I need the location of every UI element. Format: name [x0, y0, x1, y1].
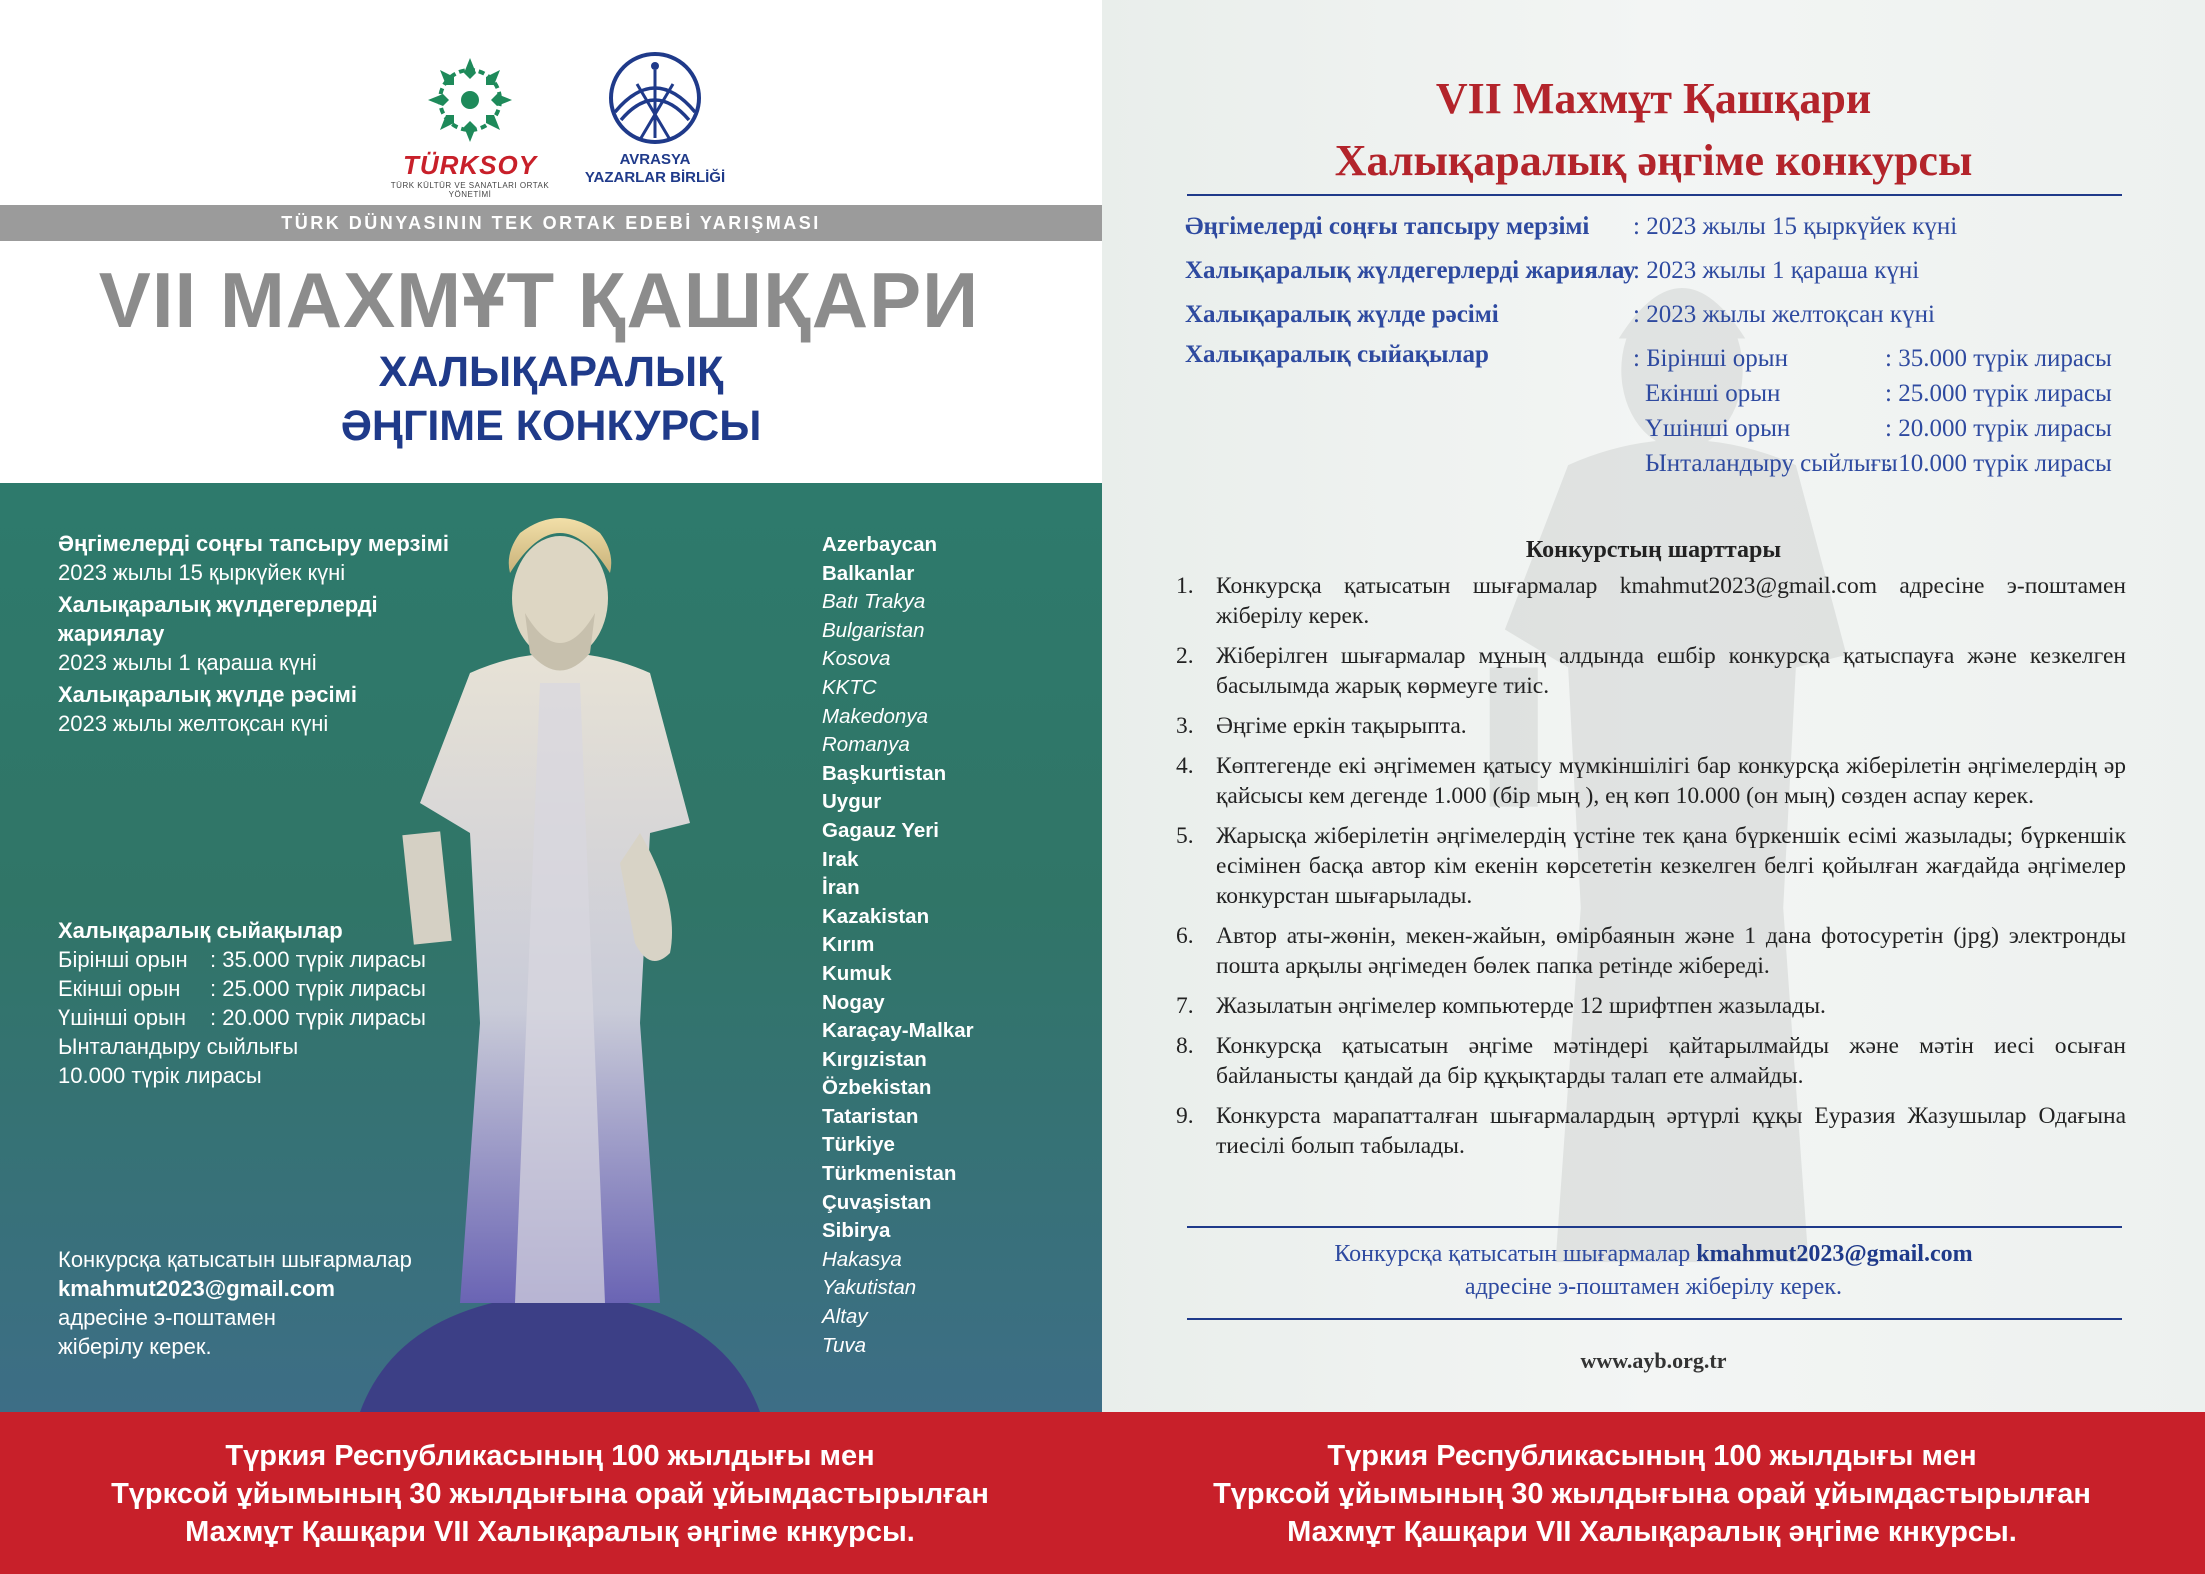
info-value: 2023 жылы 15 қыркүйек күні [58, 560, 346, 585]
condition-text: Әңгіме еркін тақырыпта. [1216, 713, 1467, 739]
turksoy-subtitle: TÜRK KÜLTÜR VE SANATLARI ORTAK YÖNETİMİ [390, 181, 550, 199]
country-item: Türkiye [822, 1133, 895, 1157]
country-item: KKTC [822, 675, 877, 699]
footer-text-left [0, 1437, 1100, 1551]
country-item: Gagauz Yeri [822, 818, 939, 842]
email-note-line4: жіберілу керек. [58, 1334, 212, 1359]
footer-line3: Махмұт Қашқари VII Халықаралық әңгіме кнкурсы. [185, 1516, 915, 1548]
info-label: Халықаралық жүлде рәсімі [58, 682, 358, 707]
prize-amount: : 35.000 түрік лирасы [1885, 345, 2112, 372]
country-item: Uygur [822, 790, 882, 814]
country-item: Kosova [822, 647, 891, 671]
country-item: Kazakistan [822, 904, 930, 928]
footer-text-right [1102, 1437, 2202, 1551]
country-item: Makedonya [822, 704, 928, 728]
prize-row [58, 945, 478, 974]
info-value: 2023 жылы 1 қараша күні [58, 650, 317, 675]
footer-line3: Махмұт Қашқари VII Халықаралық әңгіме кнкурсы. [1287, 1516, 2017, 1548]
details-table [1185, 209, 2125, 499]
detail-label: Халықаралық жүлде рәсімі [1185, 301, 1499, 328]
prize-place: Екінші орын [58, 976, 181, 1001]
detail-label: Әңгімелерді соңғы тапсыру мерзімі [1185, 213, 1590, 240]
divider-middle [1187, 1226, 2122, 1228]
condition-item [1176, 1031, 2126, 1091]
right-panel [1102, 0, 2205, 1412]
footer-band [0, 1412, 2205, 1574]
divider-bottom [1187, 1318, 2122, 1320]
condition-text: Конкурсқа қатысатын шығармалар kmahmut2023@gmail.com адресіне э-поштамен жіберілу керек. [1216, 573, 2126, 629]
conditions-list [1176, 571, 2126, 1171]
left-prizes [58, 916, 478, 1090]
condition-item [1176, 921, 2126, 981]
prize-amount: : 35.000 түрік лирасы [210, 947, 426, 972]
condition-number: 8. [1176, 1033, 1194, 1059]
encouragement-label: Ынталандыру сыйлығы [58, 1034, 299, 1059]
footer-line1: Түркия Республикасының 100 жылдығы мен [225, 1440, 875, 1472]
turksoy-logo [370, 55, 570, 199]
country-item: İran [822, 876, 860, 900]
condition-item [1176, 1101, 2126, 1161]
prize-row [58, 974, 478, 1003]
country-item: Altay [822, 1305, 868, 1329]
right-email-note [1102, 1238, 2205, 1304]
footer-line2: Түрксой ұйымының 30 жылдығына орай ұйымдастырылған [111, 1478, 989, 1510]
country-item: Tuva [822, 1333, 867, 1357]
country-item: Kırım [822, 933, 875, 957]
prize-place: Үшінші орын [58, 1005, 187, 1030]
condition-text: Автор аты-жөнін, мекен-жайын, өмірбаянын және 1 дана фотосуретін (jpg) электронды пошта арқылы әңгімеден бөлек папка ретінде жібереді. [1216, 923, 2126, 979]
condition-number: 4. [1176, 753, 1194, 779]
country-item: Irak [822, 847, 859, 871]
country-item: Yakutistan [822, 1276, 917, 1300]
info-deadline [58, 529, 478, 587]
website-link[interactable]: www.ayb.org.tr [1580, 1348, 1727, 1373]
condition-number: 2. [1176, 643, 1194, 669]
condition-number: 1. [1176, 573, 1194, 599]
turksoy-name: TÜRKSOY [402, 150, 538, 180]
left-email-note [58, 1245, 478, 1361]
detail-label: Халықаралық сыйақылар [1185, 341, 1489, 368]
divider-top [1187, 194, 2122, 196]
ayb-name-line2: YAZARLAR BİRLİĞİ [584, 169, 726, 186]
condition-number: 9. [1176, 1103, 1194, 1129]
left-title-line1: VII МАХМҰТ ҚАШҚАРИ [98, 256, 980, 344]
condition-number: 7. [1176, 993, 1194, 1019]
subtitle-band: TÜRK DÜNYASININ TEK ORTAK EDEBİ YARIŞMASI [0, 205, 1102, 241]
detail-value: : Бірінші орын [1633, 345, 1788, 372]
prize-amount: : 10.000 түрік лирасы [1885, 450, 2112, 477]
prize-row [58, 1003, 478, 1032]
email-link[interactable]: kmahmut2023@gmail.com [1696, 1241, 1973, 1267]
prize-amount: : 20.000 түрік лирасы [210, 1005, 426, 1030]
condition-text: Конкурсқа қатысатын әңгіме мәтіндері қайтарылмайды және мәтін иесі осыған байланысты қандай да бір құқықтарды талап ете алмайды. [1216, 1033, 2126, 1089]
condition-number: 6. [1176, 923, 1194, 949]
prize-place: Үшінші орын [1645, 415, 1791, 442]
prize-amount: : 25.000 түрік лирасы [210, 976, 426, 1001]
country-item: Kırgızistan [822, 1047, 927, 1071]
condition-text: Жазылатын әңгімелер компьютерде 12 шрифтпен жазылады. [1216, 993, 1826, 1019]
country-item: Türkmenistan [822, 1162, 957, 1186]
left-title [0, 258, 1102, 450]
email-note-pre: Конкурсқа қатысатын шығармалар [1334, 1241, 1697, 1267]
prizes-title: Халықаралық сыйақылар [58, 918, 343, 943]
condition-text: Көптегенде екі әңгімемен қатысу мүмкіншілігі бар конкурсқа жіберілетін әңгімелердің әр қайсысы кем дегенде 1.000 (бір мың ), ең көп 10.000 (он мың) сөзден аспау керек. [1216, 753, 2126, 809]
right-title-line2: Халықаралық әңгіме конкурсы [1334, 136, 1973, 185]
country-item: Tataristan [822, 1104, 919, 1128]
prize-amount: : 20.000 түрік лирасы [1885, 415, 2112, 442]
turksoy-emblem-icon [420, 55, 520, 145]
email-note-line3: адресіне э-поштамен [58, 1305, 276, 1330]
country-item: Bulgaristan [822, 618, 925, 642]
email-note-line1: Конкурсқа қатысатын шығармалар [58, 1247, 412, 1272]
info-announcement [58, 590, 478, 677]
condition-item [1176, 821, 2126, 911]
info-label: Халықаралық жүлдегерлерді жариялау [58, 592, 378, 646]
footer-line2: Түрксой ұйымының 30 жылдығына орай ұйымдастырылған [1213, 1478, 2091, 1510]
info-value: 2023 жылы желтоқсан күні [58, 711, 329, 736]
encouragement-amount: 10.000 түрік лирасы [58, 1063, 262, 1088]
country-item: Sibirya [822, 1219, 891, 1243]
info-label: Әңгімелерді соңғы тапсыру мерзімі [58, 531, 449, 556]
left-title-line2: ХАЛЫҚАРАЛЫҚ [378, 348, 724, 396]
prize-place: Ынталандыру сыйлығы [1645, 450, 1898, 477]
ayb-logo [575, 50, 735, 187]
condition-text: Конкурста марапатталған шығармалардың әртүрлі құқы Еуразия Жазушылар Одағына тиесілі болып табылады. [1216, 1103, 2126, 1159]
condition-text: Жіберілген шығармалар мұның алдында ешбір конкурсқа қатыспауға және кезкелген басылымда жарық көрмеуге тиіс. [1216, 643, 2126, 699]
right-title-line1: VII Махмұт Қашқари [1435, 74, 1872, 123]
prize-place: Бірінші орын [58, 947, 188, 972]
condition-number: 3. [1176, 713, 1194, 739]
country-item: Azerbaycan [822, 533, 938, 556]
right-title [1102, 68, 2205, 192]
condition-item [1176, 991, 2126, 1021]
info-ceremony [58, 680, 478, 738]
country-item: Batı Trakya [822, 590, 926, 614]
country-item: Kumuk [822, 961, 892, 985]
prize-amount: : 25.000 түрік лирасы [1885, 380, 2112, 407]
left-title-line3: ӘҢГІМЕ КОНКУРСЫ [340, 402, 762, 450]
condition-item [1176, 641, 2126, 701]
country-item: Hakasya [822, 1247, 902, 1271]
teal-panel [0, 483, 1102, 1412]
footer-line1: Түркия Республикасының 100 жылдығы мен [1327, 1440, 1977, 1472]
country-item: Çuvaşistan [822, 1190, 932, 1214]
condition-text: Жарысқа жіберілетін әңгімелердің үстіне тек қана бүркеншік есімі жазылады; бүркеншік есімінен басқа автор кім екенін көрсететін кезкелген белгі қойылған жағдайда әңгімелер конкурстан шығарылады. [1216, 823, 2126, 909]
ayb-emblem-icon [607, 50, 703, 146]
condition-item [1176, 711, 2126, 741]
conditions-title: Конкурстың шарттары [1525, 537, 1782, 563]
condition-item [1176, 571, 2126, 631]
detail-label: Халықаралық жүлдегерлерді жариялау [1185, 257, 1636, 284]
condition-number: 5. [1176, 823, 1194, 849]
country-item: Karaçay-Malkar [822, 1019, 974, 1043]
left-info [58, 529, 478, 741]
detail-value: : 2023 жылы желтоқсан күні [1633, 301, 1935, 328]
detail-value: : 2023 жылы 1 қараша күні [1633, 257, 1920, 284]
ayb-name-line1: AVRASYA [619, 151, 691, 168]
country-item: Başkurtistan [822, 761, 947, 785]
condition-item [1176, 751, 2126, 811]
left-panel [0, 0, 1102, 1412]
detail-value: : 2023 жылы 15 қыркүйек күні [1633, 213, 1958, 240]
country-item: Özbekistan [822, 1076, 932, 1100]
country-item: Nogay [822, 990, 885, 1014]
email-link[interactable]: kmahmut2023@gmail.com [58, 1276, 335, 1301]
prize-place: Екінші орын [1645, 380, 1781, 407]
country-list [822, 531, 1082, 1360]
country-item: Balkanlar [822, 561, 915, 585]
country-item: Romanya [822, 733, 910, 757]
email-note-post: адресіне э-поштамен жіберілу керек. [1464, 1274, 1843, 1300]
